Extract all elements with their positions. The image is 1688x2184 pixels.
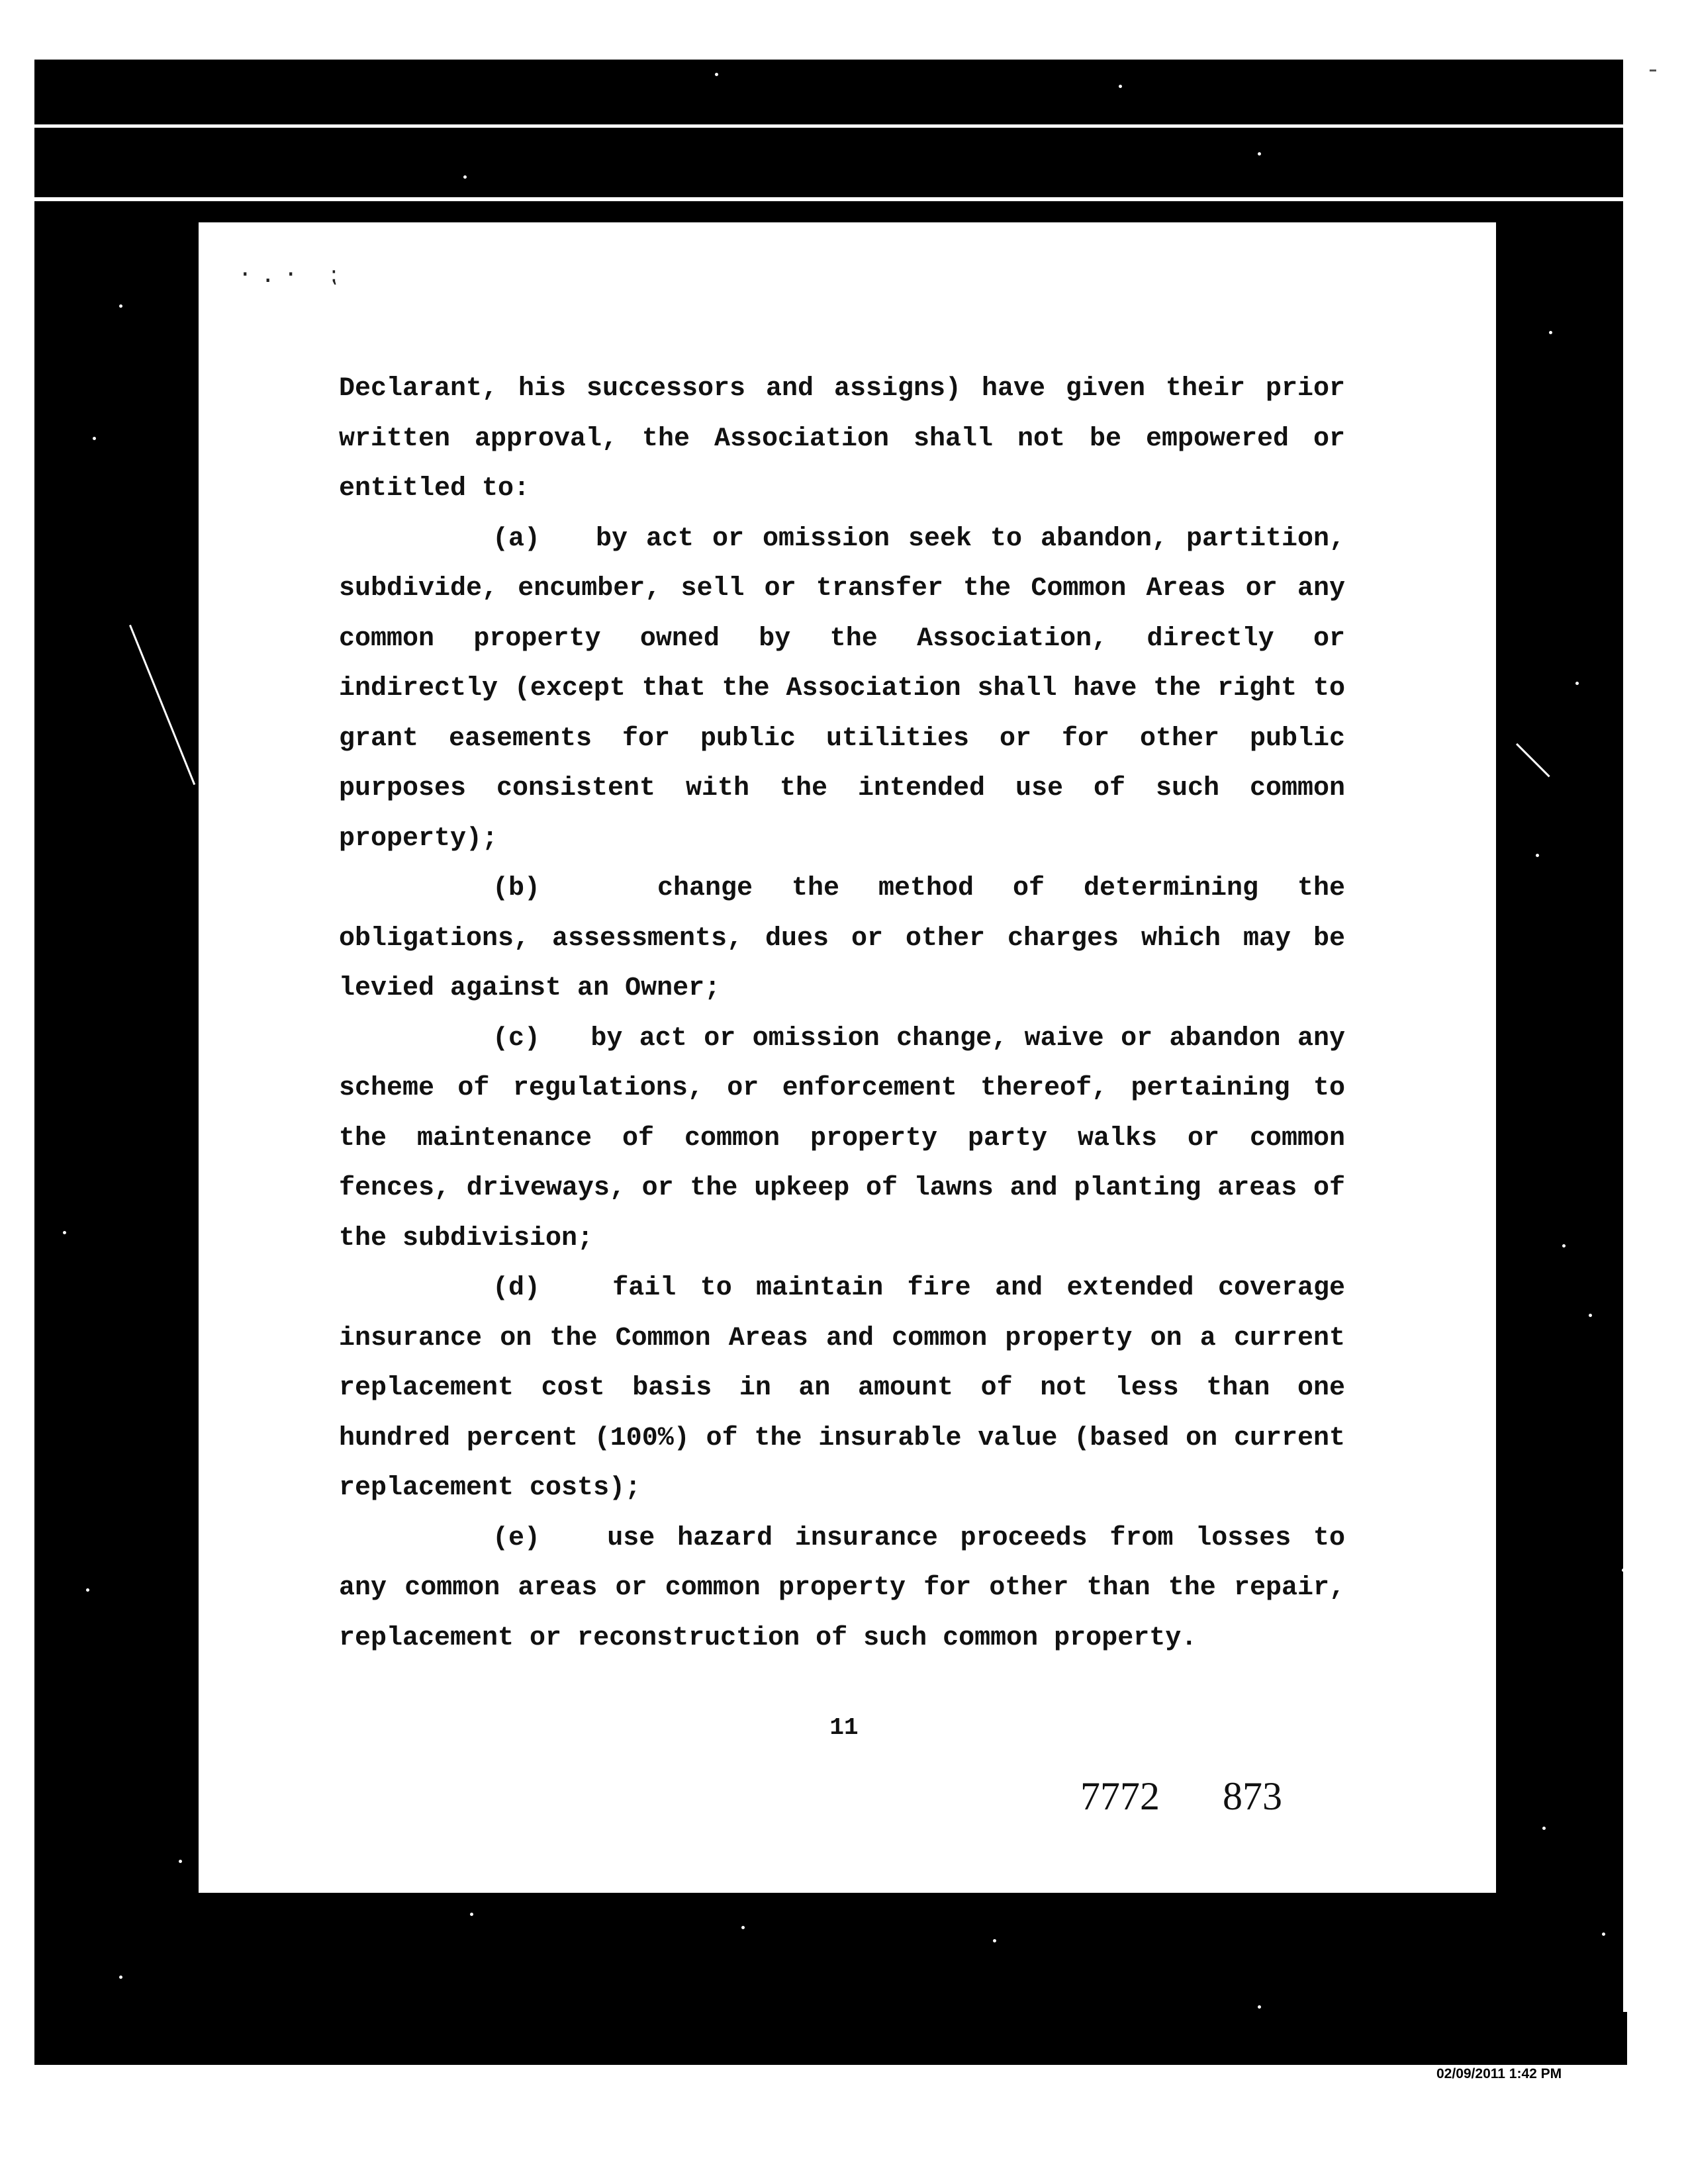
paragraph-d: [339, 1263, 1345, 1514]
paragraph-text: change the method of determining the obligations, assessments, dues or other charges which may be levied against an Owner;: [339, 874, 1346, 1003]
paragraph-text: by act or omission seek to abandon, partition, subdivide, encumber, sell or transfer the Common Areas or any common property owned by the Association, directly or indirectly (except that the Association shall have the right to grant easements for public utilities or for other public purposes consistent with the intended use of such common property);: [339, 523, 1345, 854]
paragraph-b: [339, 864, 1345, 1014]
paragraph-a: [339, 514, 1345, 864]
paragraph-intro: [339, 364, 1345, 514]
scan-speck: [1589, 1314, 1592, 1317]
edge-mark: [1650, 69, 1656, 71]
scan-speck: [1536, 854, 1539, 857]
paragraph-text: use hazard insurance proceeds from losses to any common areas or common property for other than the repair, replacement or reconstruction of such common property.: [339, 1523, 1345, 1653]
scan-speck: [179, 1860, 182, 1863]
scan-line: [34, 124, 1623, 128]
scan-speck: [1258, 152, 1261, 156]
paper-marks: ·.· ⁏: [238, 261, 347, 288]
paragraph-text: Declarant, his successors and assigns) have given their prior written approval, the Association shall not be empowered or entitled to:: [339, 374, 1345, 504]
scan-speck: [1258, 2005, 1261, 2009]
paragraph-text: by act or omission change, waive or abandon any scheme of regulations, or enforcement thereof, pertaining to the maintenance of common property party walks or common fences, driveways, or the upkeep of lawns and planting areas of the subdivision;: [339, 1023, 1346, 1253]
clause-label: (d): [492, 1273, 541, 1303]
scan-speck: [93, 437, 96, 440]
document-body: [339, 364, 1345, 1663]
scan-speck: [1575, 682, 1579, 685]
clause-label: (b): [492, 874, 541, 903]
page-count-stamp: [1380, 2023, 1617, 2064]
paragraph-text: fail to maintain fire and extended coverage insurance on the Common Areas and common property on a current replacement cost basis in an amount of not less than one hundred percent (100%) of the insurable value (based on current replacement costs);: [339, 1273, 1345, 1503]
scan-speck: [119, 304, 122, 308]
scan-speck: [63, 1231, 66, 1234]
clause-label: (c): [492, 1023, 541, 1054]
scan-speck: [993, 1939, 996, 1942]
scan-speck: [470, 1913, 473, 1916]
scan-speck: [1622, 1569, 1625, 1572]
scan-speck: [119, 1976, 122, 1979]
print-timestamp: 02/09/2011 1:42 PM: [1436, 2066, 1562, 2081]
page-number: 11: [829, 1714, 859, 1741]
scan-speck: [1542, 1827, 1546, 1830]
scan-line: [34, 197, 1623, 201]
page-count-text: Page 13 of 30: [1380, 2023, 1617, 2064]
book-page-number: 7772 873: [1080, 1774, 1282, 1818]
scan-speck: [1562, 1244, 1566, 1248]
clause-label: (e): [492, 1523, 541, 1553]
scan-speck: [741, 1926, 745, 1929]
scan-speck: [463, 175, 467, 179]
clause-label: (a): [492, 523, 541, 554]
paragraph-e: [339, 1514, 1345, 1664]
paragraph-c: [339, 1014, 1345, 1264]
scan-speck: [1602, 1933, 1605, 1936]
scan-speck: [86, 1588, 89, 1592]
scan-speck: [1119, 85, 1122, 88]
scan-speck: [1549, 331, 1552, 334]
scan-speck: [715, 73, 718, 76]
